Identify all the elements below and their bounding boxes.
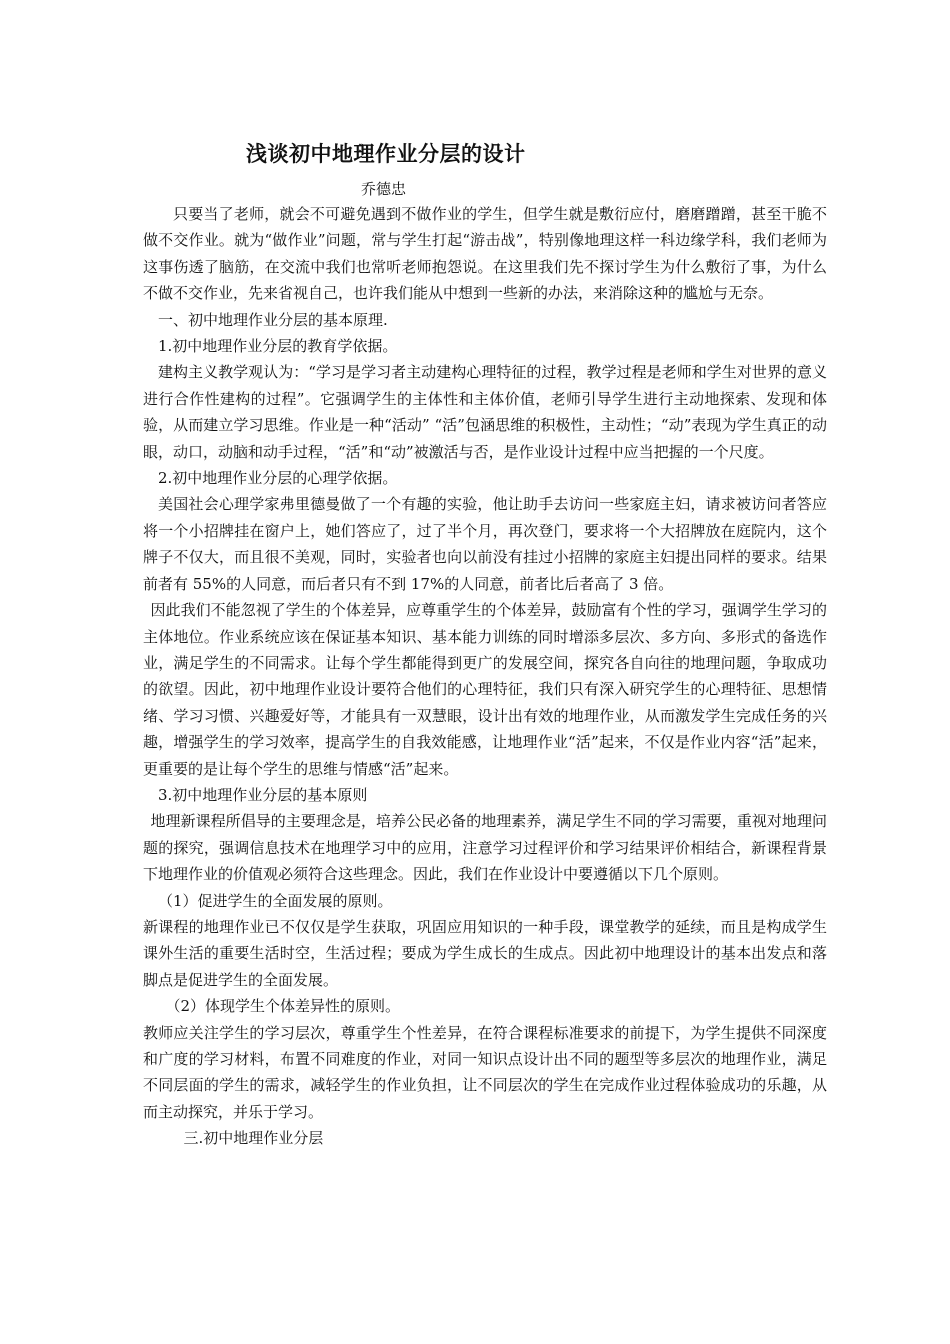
paragraph-pedagogy: 建构主义教学观认为：“学习是学习者主动建构心理特征的过程，教学过程是老师和学生对世界的意义进行合作性建构的过程”。它强调学生的主体性和主体价值，老师引导学生进行主动地探索、发现和体验，从而建立学习思维。作业是一种“活动” “活”包涵思维的积极性，主动性；“动”表现为学生真正的动眼，动口，动脑和动手过程，“活”和“动”被激活与否，是作业设计过程中应当把握的一个尺度。 — [143, 363, 827, 461]
paragraph-principles: 地理新课程所倡导的主要理念是，培养公民必备的地理素养，满足学生不同的学习需要，重视对地理问题的探究，强调信息技术在地理学习中的应用，注意学习过程评价和学习结果评价相结合，新课程背景下地理作业的价值观必须符合这些理念。因此，我们在作业设计中要遵循以下几个原则。 — [143, 812, 827, 884]
principle-heading-2: （2）体现学生个体差异性的原则。 — [165, 997, 401, 1016]
document-author: 乔德忠 — [361, 180, 407, 198]
subheading-1-2: 2.初中地理作业分层的心理学依据。 — [158, 469, 398, 488]
paragraph-intro: 只要当了老师，就会不可避免遇到不做作业的学生，但学生就是敷衍应付，磨磨蹭蹭，甚至干脆不做不交作业。就为“做作业”问题，常与学生打起“游击战”，特别像地理这样一科边缘学科，我们老师为这事伤透了脑筋，在交流中我们也常听老师抱怨说。在这里我们先不探讨学生为什么敷衍了事，为什么不做不交作业，先来省视自己，也许我们能从中想到一些新的办法，来消除这种的尴尬与无奈。 — [143, 205, 827, 303]
subheading-1-1: 1.初中地理作业分层的教育学依据。 — [158, 337, 398, 356]
section-heading-1: 一、初中地理作业分层的基本原理. — [158, 310, 388, 329]
paragraph-principle-1: 新课程的地理作业已不仅仅是学生获取，巩固应用知识的一种手段，课堂教学的延续，而且是构成学生课外生活的重要生活时空，生活过程；要成为学生成长的生成点。因此初中地理设计的基本出发点和落脚点是促进学生的全面发展。 — [143, 917, 827, 989]
document-body — [143, 201, 827, 1152]
subheading-1-3: 3.初中地理作业分层的基本原则 — [158, 785, 368, 804]
principle-heading-1: （1）促进学生的全面发展的原则。 — [158, 891, 393, 910]
section-heading-3: 三.初中地理作业分层 — [183, 1129, 324, 1148]
paragraph-individual-differences: 因此我们不能忽视了学生的个体差异，应尊重学生的个体差异，鼓励富有个性的学习，强调学生学习的主体地位。作业系统应该在保证基本知识、基本能力训练的同时增添多层次、多方向、多形式的备选作业，满足学生的不同需求。让每个学生都能得到更广的发展空间，探究各自向往的地理问题，争取成功的欲望。因此，初中地理作业设计要符合他们的心理特征，我们只有深入研究学生的心理特征、思想情绪、学习习惯、兴趣爱好等，才能具有一双慧眼，设计出有效的地理作业，从而激发学生完成任务的兴趣，增强学生的学习效率，提高学生的自我效能感，让地理作业“活”起来，不仅是作业内容“活”起来，更重要的是让每个学生的思维与情感“活”起来。 — [143, 601, 827, 778]
document-title: 浅谈初中地理作业分层的设计 — [246, 142, 526, 166]
paragraph-psychology: 美国社会心理学家弗里德曼做了一个有趣的实验，他让助手去访问一些家庭主妇，请求被访问者答应将一个小招牌挂在窗户上，她们答应了，过了半个月，再次登门，要求将一个大招牌放在庭院内，这个牌子不仅大，而且很不美观，同时，实验者也向以前没有挂过小招牌的家庭主妇提出同样的要求。结果前者有 55%的人同意，而后者只有不到 17%的人同意，前者比后者高了 3 倍。 — [143, 495, 827, 593]
paragraph-principle-2: 教师应关注学生的学习层次，尊重学生个性差异，在符合课程标准要求的前提下，为学生提供不同深度和广度的学习材料，布置不同难度的作业，对同一知识点设计出不同的题型等多层次的地理作业，满足不同层面的学生的需求，减轻学生的作业负担，让不同层次的学生在完成作业过程体验成功的乐趣，从而主动探究，并乐于学习。 — [143, 1023, 827, 1121]
